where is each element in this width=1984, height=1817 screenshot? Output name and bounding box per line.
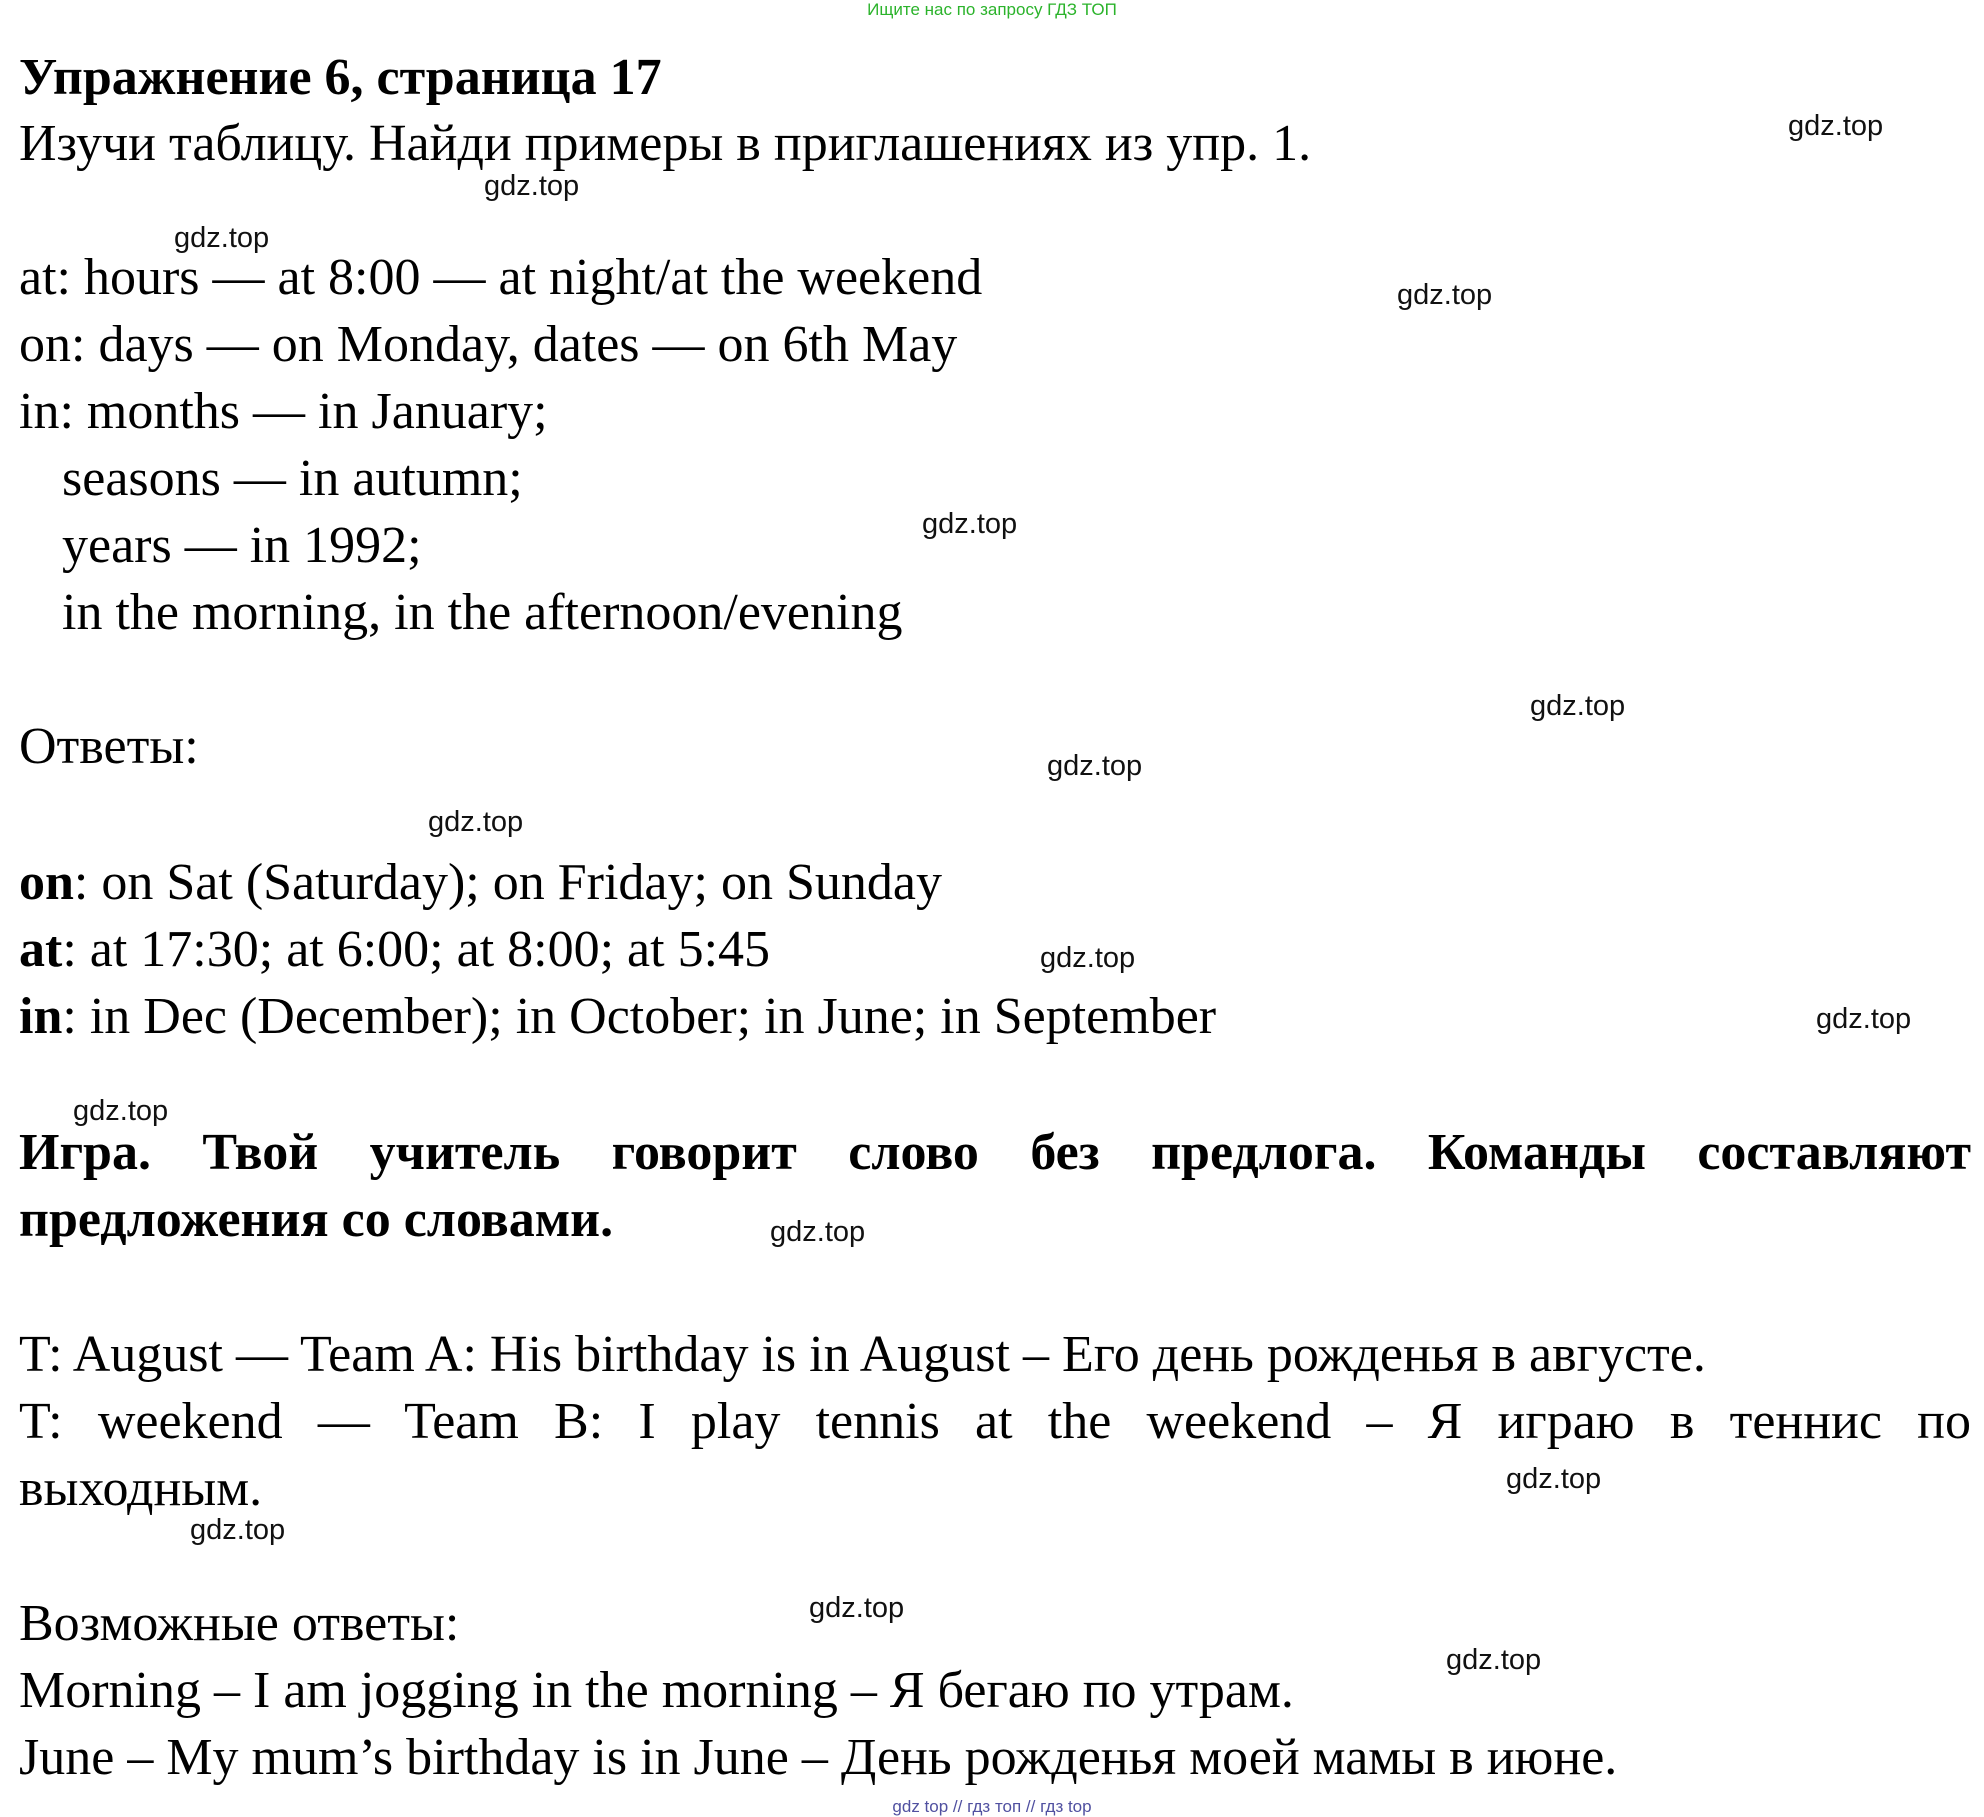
example-line: T: August — Team A: His birthday is in August – Его день рожденья в августе.: [19, 1326, 1706, 1383]
table-row: in the morning, in the afternoon/evening: [62, 584, 903, 641]
watermark: gdz.top: [1047, 750, 1143, 782]
table-row: on: days — on Monday, dates — on 6th May: [19, 316, 958, 373]
watermark: gdz.top: [1040, 942, 1136, 974]
page-title: Упражнение 6, страница 17: [19, 49, 662, 106]
answer-key: on: [19, 854, 74, 911]
answer-text: : on Sat (Saturday); on Friday; on Sunday: [73, 854, 942, 911]
watermark: gdz.top: [484, 170, 580, 202]
watermark: gdz.top: [428, 806, 524, 838]
answers-heading: Ответы:: [19, 718, 199, 775]
watermark: gdz.top: [1446, 1644, 1542, 1676]
bottom-banner: gdz top // гдз топ // гдз top: [892, 1797, 1092, 1816]
example-line: выходным.: [19, 1460, 263, 1517]
watermark: gdz.top: [809, 1592, 905, 1624]
possible-heading: Возможные ответы:: [19, 1595, 460, 1652]
watermark: gdz.top: [73, 1095, 169, 1127]
watermark: gdz.top: [770, 1216, 866, 1248]
answer-text: : in Dec (December); in October; in June; in September: [62, 988, 1217, 1045]
watermark: gdz.top: [922, 508, 1018, 540]
watermark: gdz.top: [174, 222, 270, 254]
table-row: at: hours — at 8:00 — at night/at the weekend: [19, 249, 983, 306]
table-row: years — in 1992;: [62, 517, 422, 574]
answer-key: at: [19, 921, 63, 978]
watermark: gdz.top: [1397, 279, 1493, 311]
game-instruction-cont: предложения со словами.: [19, 1191, 614, 1248]
answer-line: [19, 854, 942, 911]
top-banner: Ищите нас по запросу ГДЗ ТОП: [867, 0, 1117, 19]
table-row: in: months — in January;: [19, 383, 548, 440]
table-row: seasons — in autumn;: [62, 450, 523, 507]
instruction: Изучи таблицу. Найди примеры в приглашениях из упр. 1.: [19, 115, 1312, 172]
possible-answer: Morning – I am jogging in the morning – Я бегаю по утрам.: [19, 1662, 1294, 1719]
watermark: gdz.top: [1506, 1463, 1602, 1495]
possible-answer: June – My mum’s birthday is in June – День рожденья моей мамы в июне.: [19, 1729, 1618, 1786]
watermark: gdz.top: [190, 1514, 286, 1546]
answer-line: [19, 921, 771, 978]
answer-text: : at 17:30; at 6:00; at 8:00; at 5:45: [62, 921, 771, 978]
watermark: gdz.top: [1816, 1003, 1912, 1035]
answer-key: in: [19, 988, 63, 1045]
watermark: gdz.top: [1530, 690, 1626, 722]
example-line: T: weekend — Team B: I play tennis at the weekend – Я играю в теннис по: [19, 1393, 1971, 1450]
answer-line: [19, 988, 1217, 1045]
watermark: gdz.top: [1788, 110, 1884, 142]
game-instruction: Игра. Твой учитель говорит слово без предлога. Команды составляют: [19, 1124, 1971, 1181]
